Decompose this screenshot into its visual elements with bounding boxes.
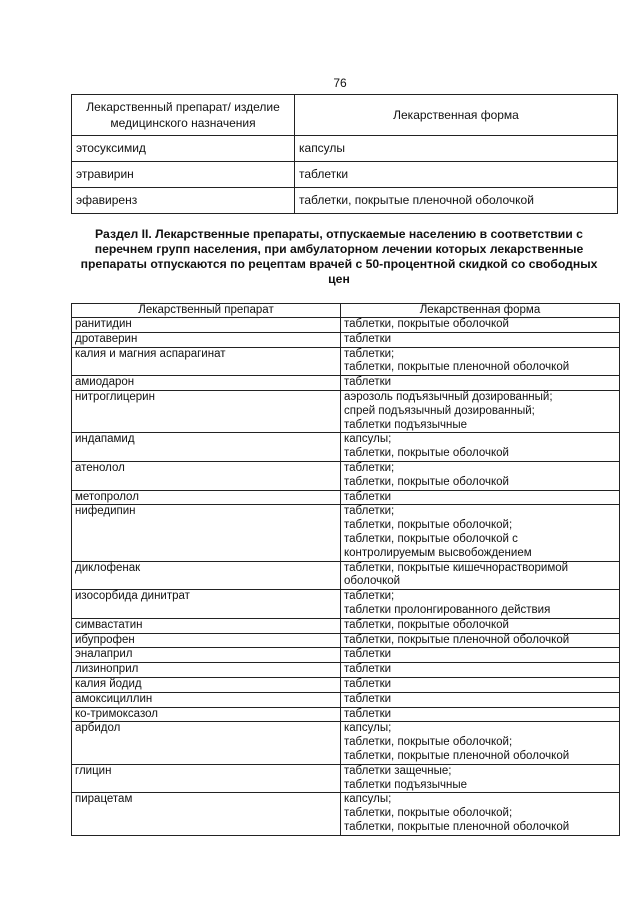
drug-name-cell: этосуксимид (72, 136, 295, 162)
drug-name-cell: пирацетам (72, 793, 341, 835)
dosage-form-line: таблетки; (344, 347, 395, 360)
table-row (72, 390, 620, 432)
dosage-form-line: таблетки (344, 663, 392, 676)
dosage-form-line: капсулы; (344, 433, 392, 446)
column-header-form: Лекарственная форма (295, 95, 618, 136)
dosage-form-cell (341, 390, 620, 432)
dosage-form-line: таблетки, покрытые оболочкой (344, 318, 509, 330)
drug-name-cell: диклофенак (72, 561, 341, 590)
dosage-form-line: таблетки подъязычные (344, 778, 468, 791)
table-header-row (72, 304, 620, 318)
dosage-form-cell (341, 707, 620, 722)
drug-name-cell: амоксициллин (72, 692, 341, 707)
table-row (72, 618, 620, 633)
dosage-form-line: таблетки (344, 332, 392, 345)
table-row (72, 347, 620, 376)
dosage-form-cell (341, 490, 620, 505)
dosage-form-line: аэрозоль подъязычный дозированный; (344, 390, 553, 403)
dosage-form-line: таблетки (344, 707, 392, 720)
drug-name-cell: эналаприл (72, 648, 341, 663)
dosage-form-line: таблетки, покрытые оболочкой; (344, 736, 513, 749)
dosage-form-line: таблетки, покрытые кишечнорастворимой (344, 561, 569, 574)
drug-name-cell: калия и магния аспарагинат (72, 347, 341, 376)
discount-medicines-table (71, 303, 620, 836)
dosage-form-cell (341, 318, 620, 333)
medicines-table-continued (71, 94, 618, 214)
dosage-form-cell (341, 633, 620, 648)
table-row (72, 561, 620, 590)
table-row (72, 722, 620, 764)
dosage-form-line: таблетки пролонгированного действия (344, 603, 551, 616)
dosage-form-line: таблетки (344, 677, 392, 690)
dosage-form-line: таблетки (344, 648, 392, 661)
dosage-form-cell (341, 461, 620, 490)
page-number: 76 (333, 76, 347, 90)
table-row (72, 188, 618, 214)
dosage-form-line: таблетки, покрытые оболочкой; (344, 519, 513, 532)
dosage-form-line: контролируемым высвобождением (344, 546, 532, 559)
dosage-form-line: капсулы (299, 141, 346, 155)
table-header-row (72, 95, 618, 136)
dosage-form-line: таблетки (299, 167, 349, 181)
column-header-form: Лекарственная форма (341, 304, 620, 318)
drug-name-cell: этравирин (72, 162, 295, 188)
dosage-form-cell (295, 188, 618, 214)
dosage-form-line: таблетки защечные; (344, 764, 452, 777)
dosage-form-line: таблетки; (344, 590, 395, 603)
table-row (72, 490, 620, 505)
drug-name-cell: ранитидин (72, 318, 341, 333)
drug-name-cell: глицин (72, 764, 341, 793)
dosage-form-line: капсулы; (344, 793, 392, 806)
dosage-form-line: таблетки, покрытые оболочкой (344, 475, 509, 488)
table-row (72, 590, 620, 619)
table-row (72, 461, 620, 490)
dosage-form-cell (341, 347, 620, 376)
dosage-form-cell (341, 663, 620, 678)
dosage-form-line: таблетки; (344, 505, 395, 518)
dosage-form-cell (295, 136, 618, 162)
drug-name-cell: симвастатин (72, 618, 341, 633)
dosage-form-cell (341, 433, 620, 462)
table-row (72, 332, 620, 347)
dosage-form-line: таблетки, покрытые пленочной оболочкой (344, 633, 570, 646)
drug-name-cell: атенолол (72, 461, 341, 490)
dosage-form-line: капсулы; (344, 722, 392, 735)
dosage-form-cell (341, 677, 620, 692)
table-row (72, 707, 620, 722)
drug-name-cell: лизиноприл (72, 663, 341, 678)
dosage-form-line: таблетки (344, 490, 392, 503)
dosage-form-cell (341, 648, 620, 663)
drug-name-cell: изосорбида динитрат (72, 590, 341, 619)
table-row (72, 663, 620, 678)
dosage-form-line: таблетки, покрытые пленочной оболочкой (299, 193, 534, 207)
dosage-form-cell (295, 162, 618, 188)
drug-name-cell: нифедипин (72, 505, 341, 561)
dosage-form-line: таблетки подъязычные (344, 418, 468, 431)
drug-name-cell: ибупрофен (72, 633, 341, 648)
dosage-form-cell (341, 505, 620, 561)
drug-name-cell: метопролол (72, 490, 341, 505)
table-row (72, 793, 620, 835)
column-header-drug: Лекарственный препарат (72, 304, 341, 318)
drug-name-cell: эфавиренз (72, 188, 295, 214)
table-row (72, 318, 620, 333)
table-row (72, 136, 618, 162)
table-row (72, 433, 620, 462)
dosage-form-line: таблетки (344, 376, 392, 389)
dosage-form-cell (341, 332, 620, 347)
table-row (72, 764, 620, 793)
dosage-form-line: спрей подъязычный дозированный; (344, 404, 535, 417)
dosage-form-line: таблетки, покрытые пленочной оболочкой (344, 820, 570, 833)
dosage-form-line: оболочкой (344, 575, 401, 588)
drug-name-cell: ко-тримоксазол (72, 707, 341, 722)
table-row (72, 677, 620, 692)
table-body (72, 136, 618, 214)
dosage-form-line: таблетки, покрытые пленочной оболочкой (344, 361, 570, 374)
dosage-form-cell (341, 618, 620, 633)
dosage-form-line: таблетки, покрытые оболочкой с (344, 532, 518, 545)
dosage-form-line: таблетки (344, 692, 392, 705)
dosage-form-line: таблетки, покрытые оболочкой (344, 447, 509, 460)
drug-name-cell: нитроглицерин (72, 390, 341, 432)
table-body (72, 318, 620, 836)
dosage-form-cell (341, 692, 620, 707)
drug-name-cell: амиодарон (72, 376, 341, 391)
table-row (72, 648, 620, 663)
drug-name-cell: арбидол (72, 722, 341, 764)
dosage-form-cell (341, 722, 620, 764)
dosage-form-cell (341, 793, 620, 835)
section-title: Раздел II. Лекарственные препараты, отпускаемые населению в соответствии с перечнем групп населения, при амбулаторном лечении которых лекарственные препараты отпускаются по рецептам врачей с 50-процентной скидкой со свободных цен (80, 227, 598, 286)
column-header-drug: Лекарственный препарат/ изделие медицинского назначения (72, 95, 295, 136)
drug-name-cell: индапамид (72, 433, 341, 462)
table-row (72, 376, 620, 391)
drug-name-cell: калия йодид (72, 677, 341, 692)
table-row (72, 692, 620, 707)
dosage-form-line: таблетки, покрытые оболочкой (344, 618, 509, 631)
dosage-form-cell (341, 764, 620, 793)
table-row (72, 505, 620, 561)
dosage-form-cell (341, 561, 620, 590)
table-row (72, 633, 620, 648)
dosage-form-cell (341, 590, 620, 619)
dosage-form-line: таблетки, покрытые оболочкой; (344, 807, 513, 820)
table-row (72, 162, 618, 188)
dosage-form-line: таблетки, покрытые пленочной оболочкой (344, 749, 570, 762)
dosage-form-line: таблетки; (344, 461, 395, 474)
dosage-form-cell (341, 376, 620, 391)
drug-name-cell: дротаверин (72, 332, 341, 347)
